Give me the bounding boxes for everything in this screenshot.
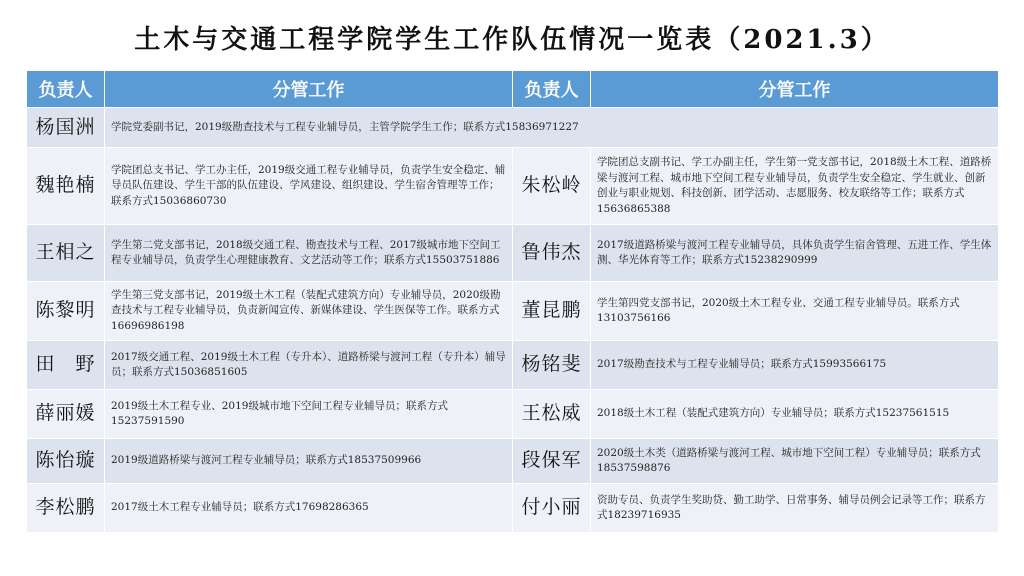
duty-text: 学院党委副书记，2019级勘查技术与工程专业辅导员，主管学院学生工作；联系方式15836971227 xyxy=(105,108,999,148)
person-name: 田 野 xyxy=(27,341,105,390)
staff-table xyxy=(26,70,999,533)
table-row xyxy=(27,439,999,484)
duty-text: 2017级交通工程、2019级土木工程（专升本）、道路桥梁与渡河工程（专升本）辅导员；联系方式15036851605 xyxy=(105,341,513,390)
duty-text: 学生第二党支部书记，2018级交通工程、勘查技术与工程、2017级城市地下空间工程专业辅导员，负责学生心理健康教育、文艺活动等工作；联系方式15503751886 xyxy=(105,225,513,282)
header-duty: 分管工作 xyxy=(105,71,513,108)
duty-text: 2019级土木工程专业、2019级城市地下空间工程专业辅导员；联系方式15237591590 xyxy=(105,390,513,439)
duty-text: 学院团总支书记、学工办主任，2019级交通工程专业辅导员，负责学生安全稳定、辅导员队伍建设、学生干部的队伍建设、学风建设、组织建设、学生宿舍管理等工作；联系方式15036860730 xyxy=(105,148,513,225)
person-name: 陈怡璇 xyxy=(27,439,105,484)
duty-text: 资助专员、负责学生奖助贷、勤工助学、日常事务、辅导员例会记录等工作；联系方式18239716935 xyxy=(591,484,999,533)
duty-text: 学生第三党支部书记，2019级土木工程（装配式建筑方向）专业辅导员，2020级勘查技术与工程专业辅导员，负责新闻宣传、新媒体建设、学生医保等工作。联系方式16696986198 xyxy=(105,282,513,341)
header-person: 负责人 xyxy=(513,71,591,108)
duty-text: 2017级勘查技术与工程专业辅导员；联系方式15993566175 xyxy=(591,341,999,390)
person-name: 魏艳楠 xyxy=(27,148,105,225)
duty-text: 学生第四党支部书记，2020级土木工程专业、交通工程专业辅导员。联系方式13103756166 xyxy=(591,282,999,341)
table-row xyxy=(27,225,999,282)
duty-text: 2017级道路桥梁与渡河工程专业辅导员，具体负责学生宿舍管理、五进工作、学生体测、华光体育等工作；联系方式15238290999 xyxy=(591,225,999,282)
duty-text: 2018级土木工程（装配式建筑方向）专业辅导员；联系方式15237561515 xyxy=(591,390,999,439)
table-row xyxy=(27,390,999,439)
table-row xyxy=(27,148,999,225)
duty-text: 2020级土木类（道路桥梁与渡河工程、城市地下空间工程）专业辅导员；联系方式18537598876 xyxy=(591,439,999,484)
person-name: 陈黎明 xyxy=(27,282,105,341)
person-name: 王松威 xyxy=(513,390,591,439)
person-name: 董昆鹏 xyxy=(513,282,591,341)
table-row xyxy=(27,282,999,341)
person-name: 付小丽 xyxy=(513,484,591,533)
person-name: 朱松岭 xyxy=(513,148,591,225)
header-duty: 分管工作 xyxy=(591,71,999,108)
person-name: 王相之 xyxy=(27,225,105,282)
person-name: 薛丽媛 xyxy=(27,390,105,439)
header-person: 负责人 xyxy=(27,71,105,108)
table-header-row xyxy=(27,71,999,108)
duty-text: 2019级道路桥梁与渡河工程专业辅导员；联系方式18537509966 xyxy=(105,439,513,484)
person-name: 杨国洲 xyxy=(27,108,105,148)
table-row xyxy=(27,341,999,390)
duty-text: 学院团总支副书记、学工办副主任，学生第一党支部书记，2018级土木工程、道路桥梁与渡河工程、城市地下空间工程专业辅导员，负责学生安全稳定、学生就业、创新创业与职业规划、科技创新、团学活动、志愿服务、校友联络等工作；联系方式15636865388 xyxy=(591,148,999,225)
person-name: 杨铭斐 xyxy=(513,341,591,390)
person-name: 鲁伟杰 xyxy=(513,225,591,282)
duty-text: 2017级土木工程专业辅导员；联系方式17698286365 xyxy=(105,484,513,533)
table-row xyxy=(27,108,999,148)
table-row xyxy=(27,484,999,533)
page-title: 土木与交通工程学院学生工作队伍情况一览表（2021.3） xyxy=(134,25,890,55)
person-name: 段保军 xyxy=(513,439,591,484)
person-name: 李松鹏 xyxy=(27,484,105,533)
